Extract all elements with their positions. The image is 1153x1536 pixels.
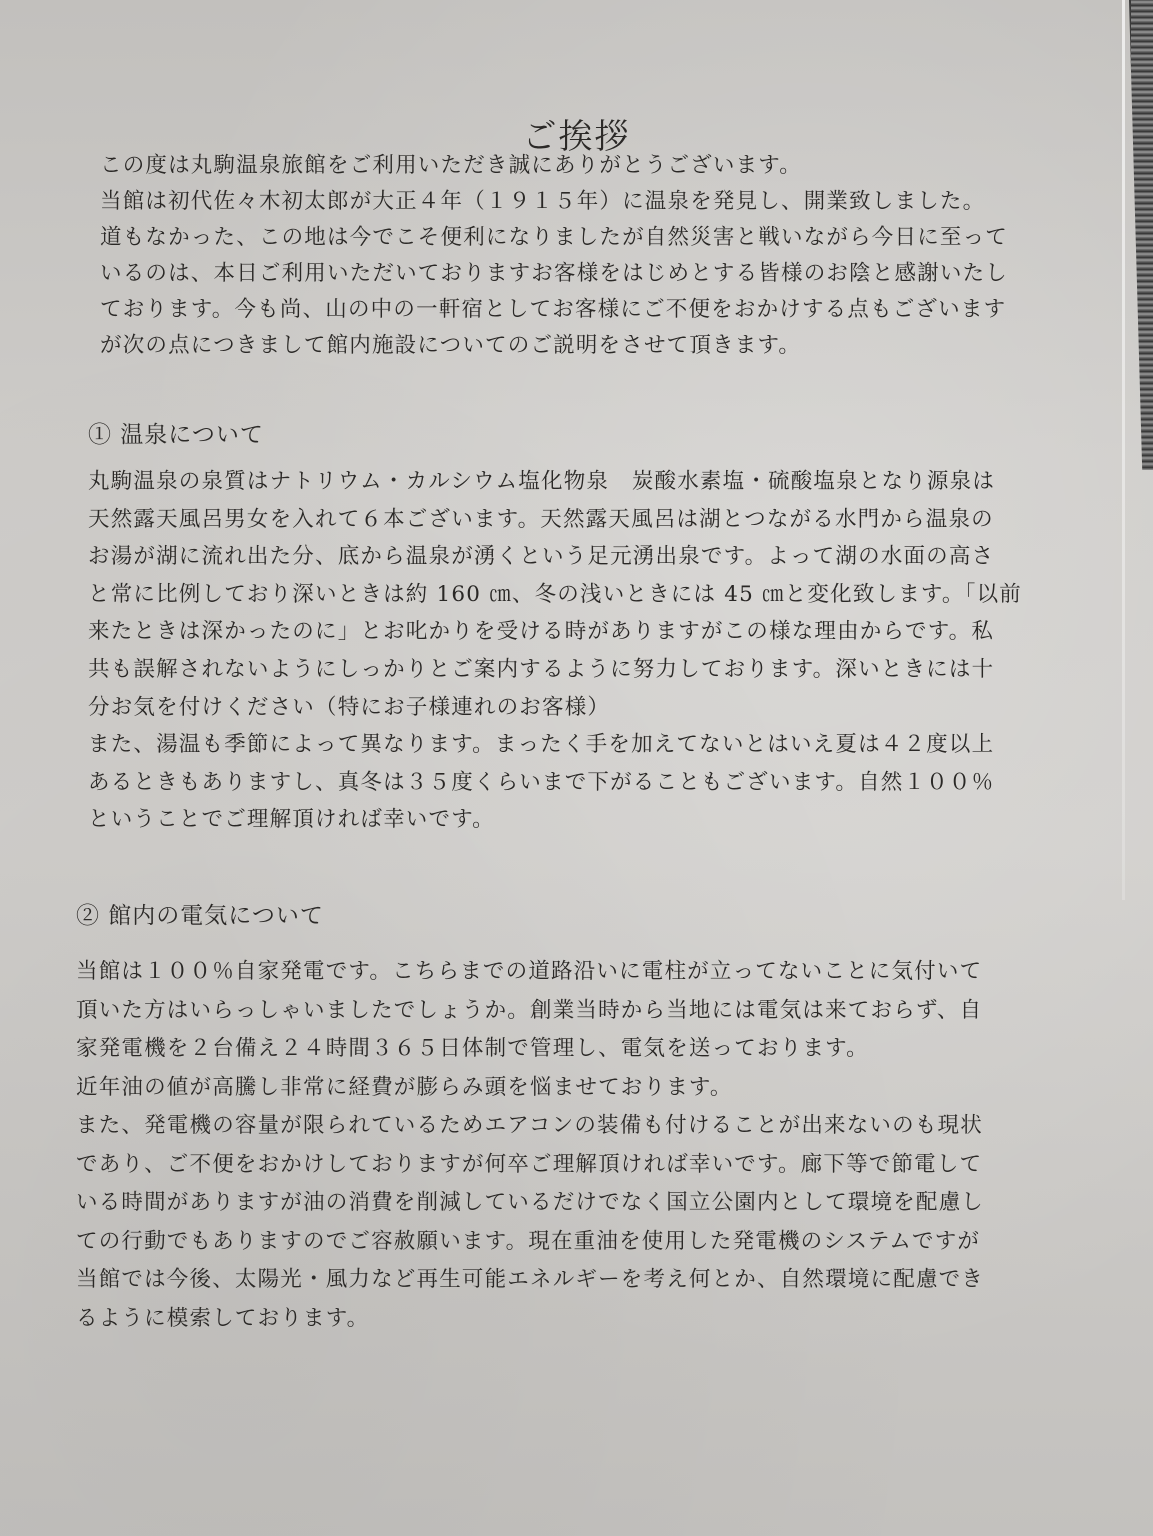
section-heading-electricity: ② 館内の電気について (76, 903, 324, 929)
text-line: 頂いた方はいらっしゃいましたでしょうか。創業当時から当地には電気は来ておらず、自 (76, 997, 983, 1023)
text-line: あるときもありますし、真冬は３５度くらいまで下がることもございます。自然１００％ (88, 769, 995, 795)
text-line: この度は丸駒温泉旅館をご利用いただき誠にありがとうございます。 (100, 153, 802, 178)
text-line: 道もなかった、この地は今でこそ便利になりましたが自然災害と戦いながら今日に至って (100, 225, 1009, 250)
section-body-electricity (76, 953, 984, 1338)
text-line: ております。今も尚、山の中の一軒宿としてお客様にご不便をおかけする点もございます (100, 297, 1007, 322)
text-line: ての行動でもありますのでご容赦願います。現在重油を使用した発電機のシステムですが (76, 1228, 981, 1254)
text-line: いる時間がありますが油の消費を削減しているだけでなく国立公園内として環境を配慮し (76, 1190, 985, 1215)
text-line: お湯が湖に流れ出た分、底から温泉が湧くという足元湧出泉です。よって湖の水面の高さ (88, 544, 995, 570)
section-heading-onsen: ① 温泉について (88, 422, 264, 448)
text-line: 来たときは深かったのに」とお叱かりを受ける時がありますがこの様な理由からです。私 (88, 619, 995, 645)
text-line: また、発電機の容量が限られているためエアコンの装備も付けることが出来ないのも現状 (76, 1113, 983, 1138)
text-line: 近年油の値が高騰し非常に経費が膨らみ頭を悩ませております。 (76, 1074, 733, 1100)
text-line: るように模索しております。 (76, 1305, 370, 1331)
text-line: が次の点につきまして館内施設についてのご説明をさせて頂きます。 (100, 333, 802, 358)
text-line: であり、ご不便をおかけしておりますが何卒ご理解頂ければ幸いです。廊下等で節電して (76, 1151, 983, 1177)
text-line: 当館は１００％自家発電です。こちらまでの道路沿いに電柱が立ってないことに気付いて (76, 959, 983, 984)
text-line: 丸駒温泉の泉質はナトリウム・カルシウム塩化物泉 炭酸水素塩・硫酸塩泉となり源泉は (88, 469, 996, 494)
text-line: いるのは、本日ご利用いただいておりますお客様をはじめとする皆様のお陰と感謝いたし (100, 261, 1009, 286)
text-line: 天然露天風呂男女を入れて６本ございます。天然露天風呂は湖とつながる水門から温泉の (88, 506, 994, 532)
text-line: また、湯温も季節によって異なります。まったく手を加えてないとはいえ夏は４２度以上 (88, 732, 995, 758)
text-line: 分お気を付けください（特にお子様連れのお客様） (88, 694, 611, 720)
section-body-onsen (88, 463, 1022, 839)
page-title: ご挨拶 (522, 116, 631, 157)
text-line: と常に比例しており深いときは約 160 ㎝、冬の浅いときには 45 ㎝と変化致します。「以前 (88, 581, 1022, 607)
text-line: ということでご理解頂ければ幸いです。 (88, 807, 495, 833)
text-line: 家発電機を２台備え２４時間３６５日体制で管理し、電気を送っております。 (76, 1036, 869, 1061)
binder-spiral-edge (1129, 0, 1153, 470)
greeting-paragraph (100, 148, 1008, 364)
text-line: 共も誤解されないようにしっかりとご案内するように努力しております。深いときには十 (88, 656, 995, 682)
text-line: 当館では今後、太陽光・風力など再生可能エネルギーを考え何とか、自然環境に配慮でき (76, 1267, 985, 1292)
text-line: 当館は初代佐々木初太郎が大正４年（１９１５年）に温泉を発見し、開業致しました。 (100, 189, 986, 214)
